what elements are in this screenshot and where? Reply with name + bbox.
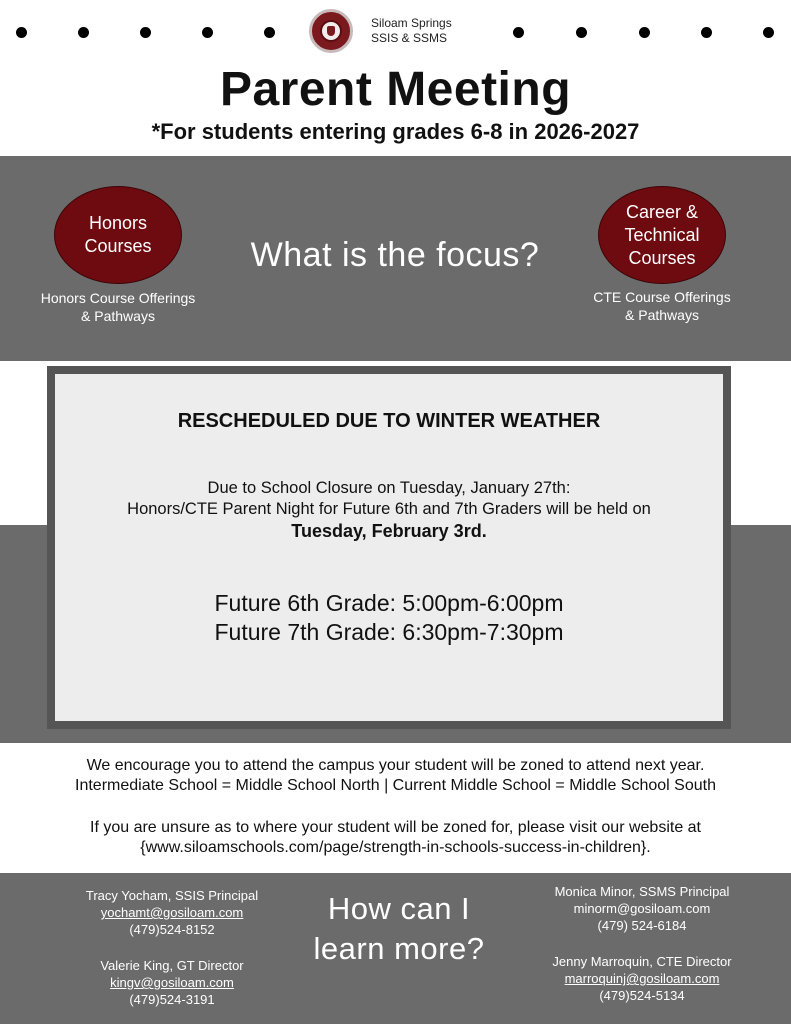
school-name: [371, 16, 452, 46]
page-title: Parent Meeting: [219, 63, 572, 116]
school-seal-icon: [309, 9, 353, 53]
dot-decoration: [701, 27, 712, 38]
contact-card: [532, 953, 752, 1004]
reschedule-notice: [55, 374, 723, 721]
school-name-line1: Siloam Springs: [371, 16, 452, 30]
dot-decoration: [78, 27, 89, 38]
info-line-3: If you are unsure as to where your student will be zoned for, please visit our website at: [90, 819, 701, 836]
honors-caption: Honors Course Offerings & Pathways: [40, 290, 196, 324]
contact-phone: (479)524-5134: [599, 988, 685, 1003]
footer: [0, 873, 791, 1024]
notice-line-1: Due to School Closure on Tuesday, January 27th:: [207, 479, 571, 497]
cte-courses-oval: [598, 186, 726, 284]
focus-question: What is the focus?: [250, 236, 540, 274]
honors-courses-label: Honors Courses: [84, 213, 152, 256]
cte-caption: CTE Course Offerings & Pathways: [593, 289, 731, 323]
notice-line-2: Honors/CTE Parent Night for Future 6th and 7th Graders will be held on: [127, 500, 651, 518]
info-line-2: Intermediate School = Middle School North | Current Middle School = Middle School South: [75, 777, 716, 794]
contact-name: Valerie King, GT Director: [100, 958, 244, 973]
dot-decoration: [202, 27, 213, 38]
notice-date: Tuesday, February 3rd.: [291, 521, 487, 541]
contact-name: Jenny Marroquin, CTE Director: [552, 954, 732, 969]
dot-decoration: [16, 27, 27, 38]
page-subtitle: *For students entering grades 6-8 in 2026-2027: [151, 119, 640, 144]
notice-heading: RESCHEDULED DUE TO WINTER WEATHER: [177, 410, 601, 432]
honors-courses-oval: [54, 186, 182, 284]
website-link[interactable]: {www.siloamschools.com/page/strength-in-schools-success-in-children}.: [140, 839, 651, 856]
learn-more-heading: [290, 889, 508, 969]
learn-more-line2: learn more?: [313, 931, 485, 966]
contact-card: [532, 883, 752, 934]
contact-card: [62, 957, 282, 1008]
contact-email-link[interactable]: kingv@gosiloam.com: [110, 975, 234, 990]
header: [0, 0, 791, 156]
contact-phone: (479)524-8152: [129, 922, 215, 937]
contact-name: Monica Minor, SSMS Principal: [554, 884, 730, 899]
info-line-1: We encourage you to attend the campus your student will be zoned to attend next year.: [86, 757, 705, 774]
dot-decoration: [576, 27, 587, 38]
cte-courses-label: Career & Technical Courses: [624, 201, 700, 268]
info-block: [0, 743, 791, 873]
dot-decoration: [639, 27, 650, 38]
dot-decoration: [264, 27, 275, 38]
contact-email-link[interactable]: yochamt@gosiloam.com: [100, 905, 244, 920]
time-6th-grade: Future 6th Grade: 5:00pm-6:00pm: [214, 590, 564, 616]
dot-decoration: [513, 27, 524, 38]
contact-phone: (479)524-3191: [129, 992, 215, 1007]
contact-card: [62, 887, 282, 938]
dot-decoration: [140, 27, 151, 38]
school-name-line2: SSIS & SSMS: [371, 31, 448, 45]
learn-more-line1: How can I: [327, 891, 471, 926]
contact-email-link[interactable]: minorm@gosiloam.com: [573, 901, 711, 916]
contact-name: Tracy Yocham, SSIS Principal: [85, 888, 259, 903]
contact-email-link[interactable]: marroquinj@gosiloam.com: [564, 971, 720, 986]
contact-phone: (479) 524-6184: [597, 918, 687, 933]
dot-decoration: [763, 27, 774, 38]
time-7th-grade: Future 7th Grade: 6:30pm-7:30pm: [214, 619, 564, 645]
